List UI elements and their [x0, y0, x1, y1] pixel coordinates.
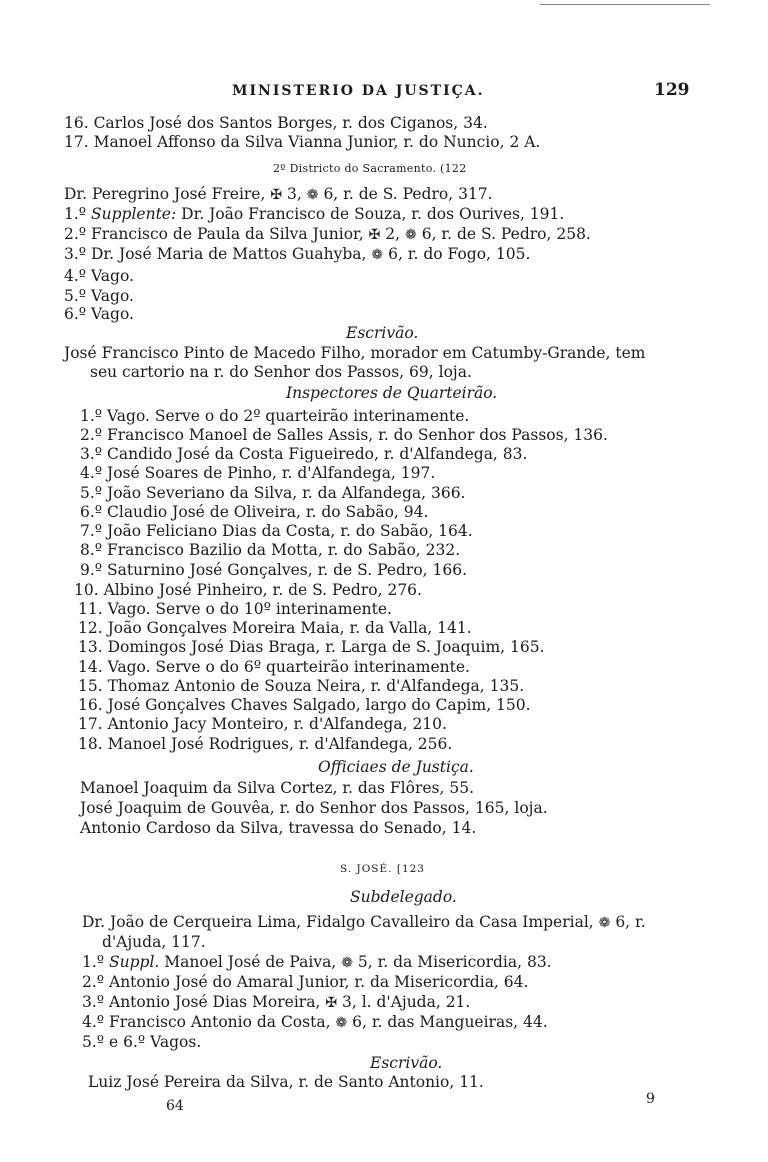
rose-icon: ❁ [598, 915, 611, 931]
signature-mark: 64 [166, 1098, 184, 1114]
cross-icon: ✠ [270, 187, 283, 203]
delegate-name: Dr. Peregrino José Freire, [64, 185, 266, 203]
cross-icon: ✠ [325, 995, 338, 1011]
supplente-3: 3.º Dr. José Maria de Mattos Guahyba, ❁ 6, r. do Fogo, 105. [64, 245, 531, 263]
running-title: MINISTERIO DA JUSTIÇA. [232, 83, 485, 99]
list-item: 3.º Candido José da Costa Figueiredo, r. d'Alfandega, 83. [80, 445, 528, 463]
district-heading: 2º Districto do Sacramento. (122 [273, 162, 467, 175]
suppl-2: 2.º Antonio José do Amaral Junior, r. da Misericordia, 64. [82, 973, 529, 991]
list-item: José Joaquim de Gouvêa, r. do Senhor dos Passos, 165, loja. [80, 799, 548, 817]
cross-icon: ✠ [368, 227, 381, 243]
subdelegado-address: d'Ajuda, 117. [102, 933, 206, 951]
entry-16: 16. Carlos José dos Santos Borges, r. dos Ciganos, 34. [64, 114, 488, 132]
supplente-6: 6.º Vago. [64, 305, 134, 323]
list-item: 14. Vago. Serve o do 6º quarteirão interinamente. [78, 658, 470, 676]
rose-icon: ❁ [335, 1015, 348, 1031]
list-item: 7.º João Feliciano Dias da Costa, r. do Sabão, 164. [80, 522, 473, 540]
list-item: 16. José Gonçalves Chaves Salgado, largo do Capim, 150. [78, 696, 531, 714]
delegate-line [64, 185, 493, 204]
subdelegado-heading: Subdelegado. [350, 888, 457, 906]
escrivao-2-line: Luiz José Pereira da Silva, r. de Santo Antonio, 11. [88, 1073, 484, 1091]
list-item: 12. João Gonçalves Moreira Maia, r. da Valla, 141. [78, 619, 472, 637]
delegate-address: 6, r. de S. Pedro, 317. [323, 185, 493, 203]
supplente-4: 4.º Vago. [64, 267, 134, 285]
list-item: Antonio Cardoso da Silva, travessa do Senado, 14. [80, 819, 477, 837]
list-item: 13. Domingos José Dias Braga, r. Larga de S. Joaquim, 165. [78, 638, 545, 656]
supplente-label: Supplente: [91, 205, 177, 223]
suppl-3: 3.º Antonio José Dias Moreira, ✠ 3, l. d'Ajuda, 21. [82, 993, 471, 1011]
inspectores-heading: Inspectores de Quarteirão. [286, 384, 498, 402]
escrivao-line-1: José Francisco Pinto de Macedo Filho, morador em Catumby-Grande, tem [64, 344, 646, 362]
list-item: 1.º Vago. Serve o do 2º quarteirão interinamente. [80, 407, 470, 425]
list-item: Manoel Joaquim da Silva Cortez, r. das Flôres, 55. [80, 779, 475, 797]
list-item: 6.º Claudio José de Oliveira, r. do Sabão, 94. [80, 503, 429, 521]
rose-icon: ❁ [341, 955, 353, 971]
entry-17: 17. Manoel Affonso da Silva Vianna Junior, r. do Nuncio, 2 A. [64, 133, 541, 151]
suppl-5-6: 5.º e 6.º Vagos. [82, 1033, 202, 1051]
suppl-1: 1.º Suppl. Manoel José de Paiva, ❁ 5, r. da Misericordia, 83. [82, 953, 552, 971]
top-edge-rule [540, 4, 710, 5]
supplente-1: 1.º Supplente: Dr. João Francisco de Souza, r. dos Ourives, 191. [64, 205, 565, 223]
parish-heading: S. JOSÉ. [123 [340, 863, 425, 875]
list-item: 10. Albino José Pinheiro, r. de S. Pedro, 276. [74, 581, 422, 599]
rose-icon: ❁ [371, 247, 384, 263]
suppl-label: Suppl. [109, 953, 160, 971]
list-item: 8.º Francisco Bazilio da Motta, r. do Sabão, 232. [80, 541, 461, 559]
list-item: 9.º Saturnino José Gonçalves, r. de S. Pedro, 166. [80, 561, 468, 579]
officiaes-heading: Officiaes de Justiça. [318, 758, 474, 776]
cross-grade: 3, [287, 185, 302, 203]
list-item: 18. Manoel José Rodrigues, r. d'Alfandega, 256. [78, 735, 453, 753]
list-item: 4.º José Soares de Pinho, r. d'Alfandega, 197. [80, 464, 436, 482]
subdelegado-line: Dr. João de Cerqueira Lima, Fidalgo Cavalleiro da Casa Imperial, ❁ 6, r. [82, 913, 646, 931]
list-item: 15. Thomaz Antonio de Souza Neira, r. d'Alfandega, 135. [78, 677, 525, 695]
escrivao-line-2: seu cartorio na r. do Senhor dos Passos, 69, loja. [90, 363, 472, 381]
supplente-2: 2.º Francisco de Paula da Silva Junior, ✠ 2, ❁ 6, r. de S. Pedro, 258. [64, 225, 591, 243]
rose-icon: ❁ [405, 227, 417, 243]
list-item: 11. Vago. Serve o do 10º interinamente. [78, 600, 392, 618]
sheet-number: 9 [646, 1091, 655, 1107]
supplente-5: 5.º Vago. [64, 287, 134, 305]
escrivao-2-heading: Escrivão. [370, 1054, 443, 1072]
suppl-4: 4.º Francisco Antonio da Costa, ❁ 6, r. das Mangueiras, 44. [82, 1013, 548, 1031]
list-item: 17. Antonio Jacy Monteiro, r. d'Alfandega, 210. [78, 715, 447, 733]
escrivao-heading: Escrivão. [346, 324, 419, 342]
list-item: 5.º João Severiano da Silva, r. da Alfandega, 366. [80, 484, 466, 502]
supplente-1-text: Dr. João Francisco de Souza, r. dos Ourives, 191. [181, 205, 565, 223]
page-number: 129 [654, 80, 690, 100]
list-item: 2.º Francisco Manoel de Salles Assis, r. do Senhor dos Passos, 136. [80, 426, 608, 444]
rose-icon: ❁ [306, 187, 319, 203]
